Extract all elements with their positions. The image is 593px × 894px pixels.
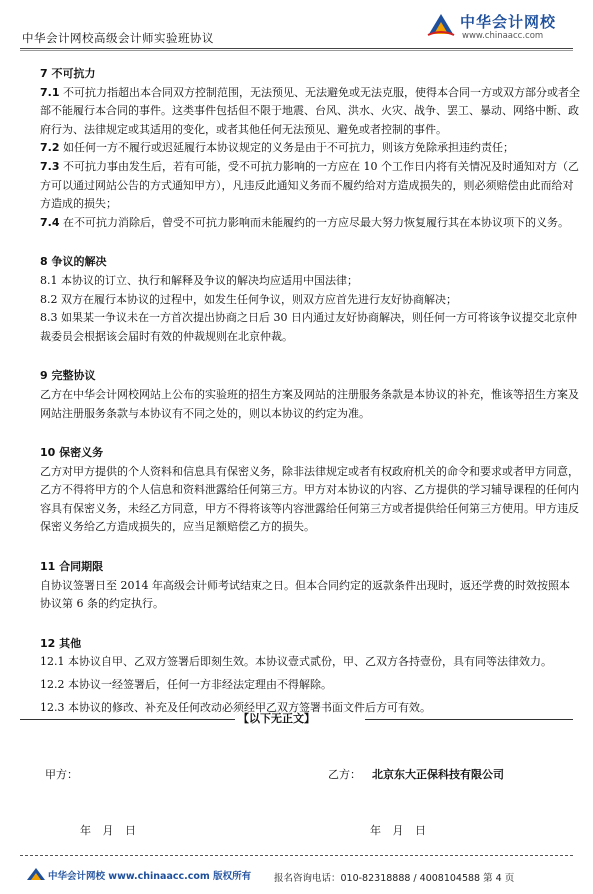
page-header: [0, 0, 593, 56]
clause-text: 在不可抗力消除后，曾受不可抗力影响而未能履约的一方应尽最大努力恢复履行其在本协议项下的义务。: [63, 215, 569, 229]
logo-url: www.chinaacc.com: [462, 31, 544, 41]
party-a-date: 年 月 日: [80, 824, 136, 837]
spacer: [40, 537, 580, 555]
header-divider: [20, 48, 573, 49]
clause-number: 7.4: [40, 215, 60, 229]
end-of-text-marker: [20, 710, 573, 728]
clause-text: 不可抗力事由发生后，若有可能，受不可抗力影响的一方应在 10 个工作日内将有关情况及时通知对方（乙方可以通过网站公告的方式通知甲方），凡违反此通知义务而不履约给对方造成损失的，则必须赔偿由此而给对方造成的损失；: [40, 159, 579, 211]
spacer: [40, 614, 580, 632]
section-other: [40, 635, 580, 717]
logo-name: 中华会计网校: [460, 13, 557, 31]
clause-text: 如任何一方不履行或迟延履行本协议规定的义务是由于不可抗力，则该方免除承担违约责任；: [63, 141, 514, 155]
party-b-name: 北京东大正保科技有限公司: [372, 768, 504, 781]
party-b-date: 年 月 日: [370, 824, 426, 837]
end-rule-right: [365, 719, 573, 720]
footer-logo-icon: [26, 866, 46, 882]
section-title: 12 其他: [40, 636, 82, 650]
spacer: [40, 423, 580, 441]
clause-12-1: 12.1 本协议自甲、乙双方签署后即刻生效。本协议壹式贰份，甲、乙双方各持壹份，具有同等法律效力。: [40, 655, 552, 669]
clause-7-2: [40, 139, 580, 158]
clause-10: 乙方对甲方提供的个人资料和信息具有保密义务，除非法律规定或者有权政府机关的命令和要求或者甲方同意，乙方不得将甲方的个人信息和资料泄露给任何第三方。甲方对本协议的内容、乙方提供的学习辅导课程的任何内容具有保密义务，未经乙方同意，甲方不得将该等内容泄露给任何第三方或者提供给任何第三方使用。甲方违反保密义务给乙方造成损失的，应当足额赔偿乙方的损失。: [40, 464, 579, 534]
clause-8-2: 8.2 双方在履行本协议的过程中，如发生任何争议，则双方应首先进行友好协商解决；: [40, 292, 457, 306]
clause-number: 7.1: [40, 85, 60, 99]
header-divider-secondary: [20, 50, 573, 51]
section-force-majeure: [40, 65, 580, 232]
logo-mark-icon: [426, 9, 456, 39]
clause-9: 乙方在中华会计网校网站上公布的实验班的招生方案及网站的注册服务条款是本协议的补充，惟该等招生方案及网站注册服务条款与本协议有不同之处的，则以本协议的约定为准。: [40, 387, 579, 420]
spacer: [40, 232, 580, 250]
section-dispute-resolution: [40, 253, 580, 346]
clause-7-1: [40, 84, 580, 140]
section-title: 11 合同期限: [40, 560, 104, 574]
party-a-label: 甲方：: [45, 768, 78, 781]
clause-11: 自协议签署日至 2014 年高级会计师考试结束之日。但本合同约定的返款条件出现时，返还学费的时效按照本协议第 6 条的约定执行。: [40, 578, 570, 611]
clause-number: 7.3: [40, 159, 60, 173]
section-title: 9 完整协议: [40, 369, 96, 383]
section-term: [40, 558, 580, 614]
clause-text: 不可抗力指超出本合同双方控制范围，无法预见、无法避免或无法克服，使得本合同一方或双方部分或者全部不能履行本合同的事件。这类事件包括但不限于地震、台风、洪水、火灾、战争、罢工、暴动、网络中断、政府行为、法律规定或其适用的变化，或者其他任何无法预见、避免或者控制的事件。: [40, 85, 580, 136]
clause-number: 7.2: [40, 141, 60, 155]
section-title: 10 保密义务: [40, 446, 104, 460]
clause-8-1: 8.1 本协议的订立、执行和解释及争议的解决均应适用中国法律；: [40, 273, 358, 287]
spacer: [40, 346, 580, 364]
section-confidentiality: [40, 444, 580, 537]
section-title: 8 争议的解决: [40, 255, 107, 269]
end-marker-text: 【以下无正文】: [238, 712, 315, 725]
section-title: 7 不可抗力: [40, 67, 96, 80]
document-title: 中华会计网校高级会计师实验班协议: [22, 31, 214, 45]
clause-7-3: [40, 158, 580, 214]
clause-7-4: [40, 214, 580, 233]
end-rule-left: [20, 719, 235, 720]
clause-8-3: 8.3 如果某一争议未在一方首次提出协商之日后 30 日内通过友好协商解决，则任何一方可将该争议提交北京仲裁委员会根据该会届时有效的仲裁规则在北京仲裁。: [40, 311, 577, 343]
section-entire-agreement: [40, 367, 580, 423]
footer-contact-page: 报名咨询电话：010-82318888 / 4008104588 第 4 页: [274, 873, 515, 884]
footer-divider: [20, 855, 573, 856]
chinaacc-logo[interactable]: [426, 7, 576, 47]
clause-12-2: 12.2 本协议一经签署后，任何一方非经法定理由不得解除。: [40, 678, 332, 692]
footer-copyright: 中华会计网校 www.chinaacc.com 版权所有: [48, 871, 252, 882]
clause-12-3: 12.3 本协议的修改、补充及任何改动必须经甲乙双方签署书面文件后方可有效。: [40, 700, 431, 714]
document-body: [40, 62, 580, 717]
party-b-label: 乙方：: [328, 768, 361, 781]
